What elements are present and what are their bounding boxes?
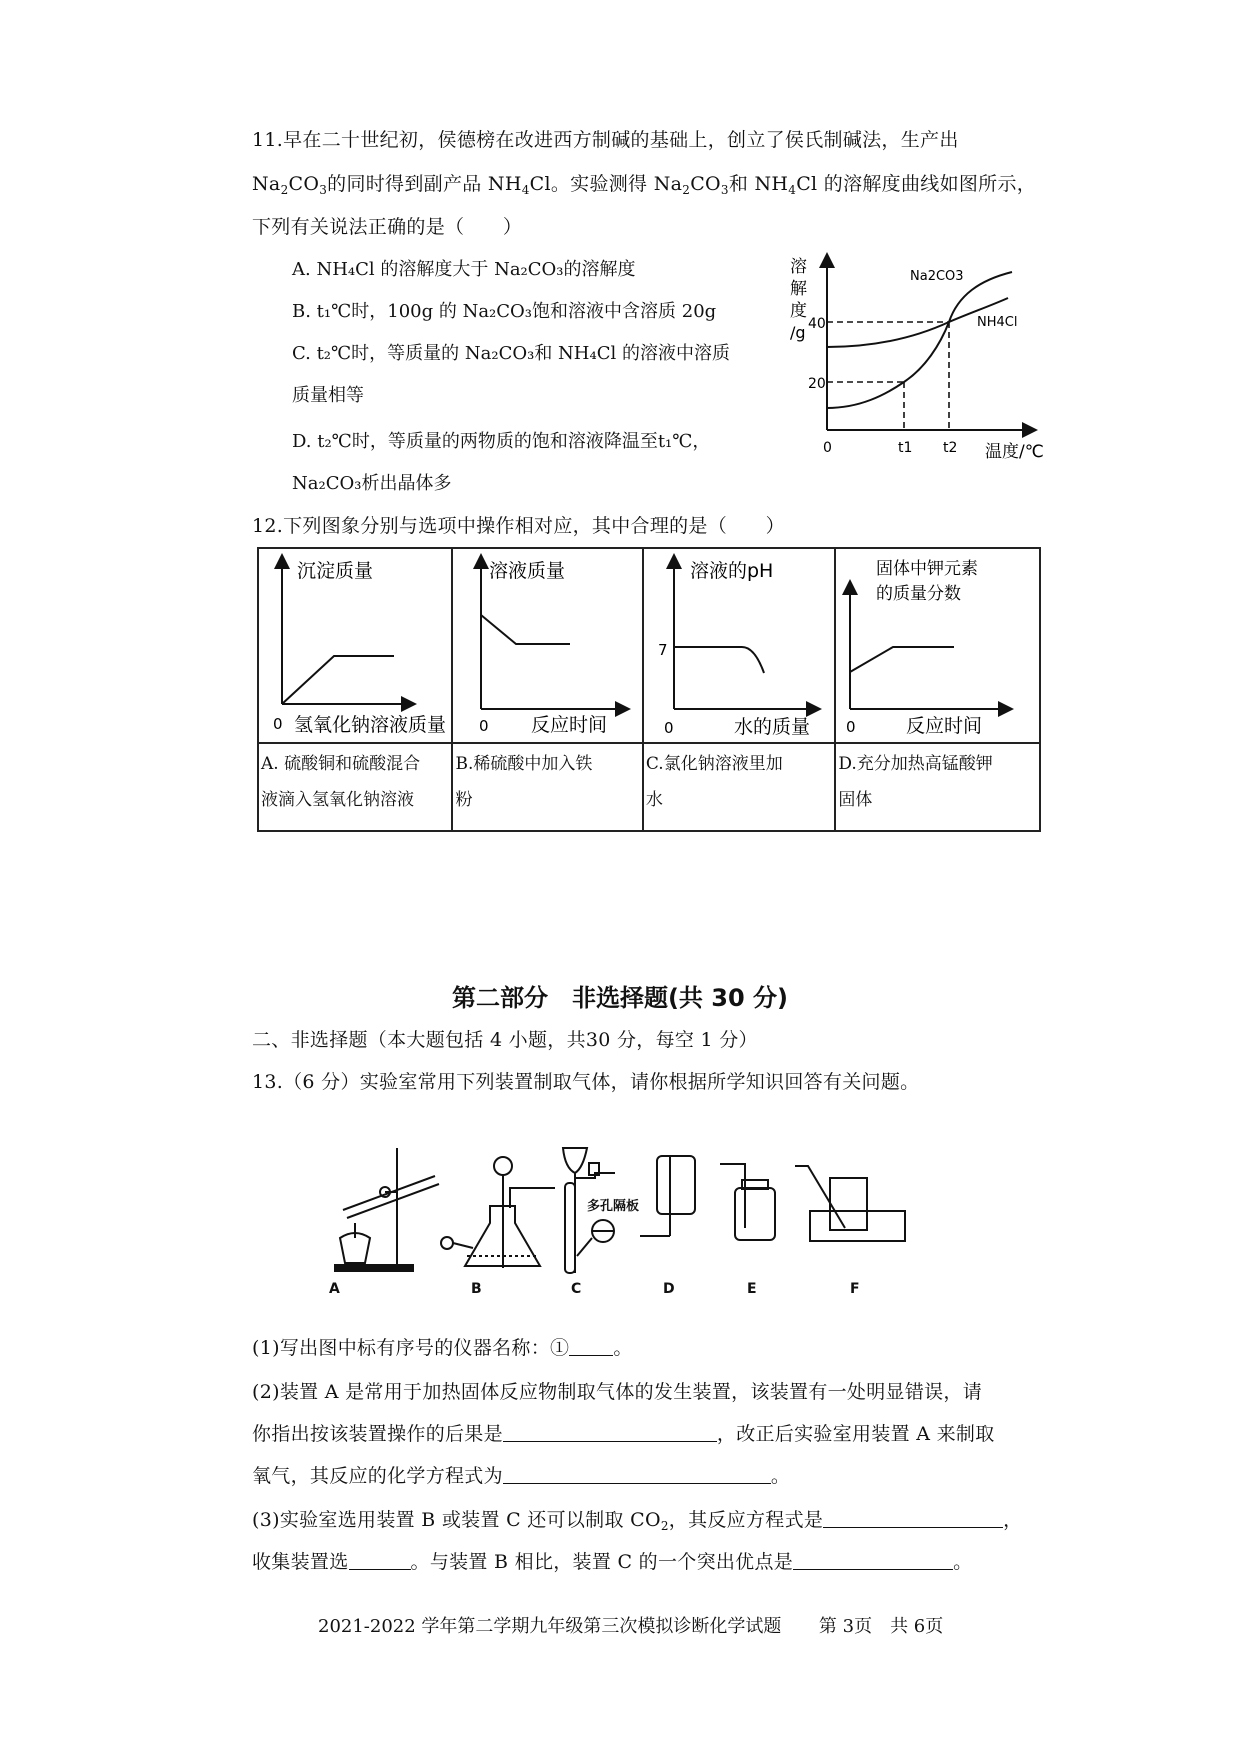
x-tick-t2: t2 <box>943 440 958 456</box>
q13-part1 <box>252 1334 633 1362</box>
answer-blank-1[interactable] <box>569 1337 613 1356</box>
y-tick-20: 20 <box>808 376 826 392</box>
x-axis-label: 温度/℃ <box>985 442 1044 462</box>
graph-d-origin: 0 <box>846 718 856 736</box>
q11-option-d-line2: Na₂CO₃析出晶体多 <box>292 473 452 494</box>
apparatus-label-c: C <box>571 1281 582 1297</box>
q13-part3-line2 <box>252 1548 972 1576</box>
apparatus-figure <box>325 1128 910 1303</box>
apparatus-b-icon <box>441 1157 555 1268</box>
page-footer <box>318 1612 943 1638</box>
q11-option-a: A. NH₄Cl 的溶解度大于 Na₂CO₃的溶解度 <box>292 259 636 280</box>
text: 你指出按该装置操作的后果是 <box>252 1423 503 1445</box>
text: 氧气，其反应的化学方程式为 <box>252 1465 503 1487</box>
text: 。 <box>613 1337 633 1359</box>
option-d-line2: 固体 <box>838 790 873 810</box>
q12-option-a[interactable] <box>258 743 452 831</box>
answer-blank-2[interactable] <box>503 1423 717 1442</box>
x-tick-t1: t1 <box>898 440 913 456</box>
q12-option-d[interactable] <box>835 743 1040 831</box>
graph-c-xlabel: 水的质量 <box>733 716 810 738</box>
graph-a-origin: 0 <box>273 715 283 733</box>
y-label-unit: /g <box>790 323 806 342</box>
graph-d-ylabel-line2: 的质量分数 <box>876 584 962 604</box>
text: 和 NH <box>728 173 789 195</box>
q11-option-c-line2: 质量相等 <box>292 385 364 406</box>
q12-option-c[interactable] <box>643 743 835 831</box>
q12-graph-d <box>835 548 1040 743</box>
apparatus-label-d: D <box>663 1281 675 1297</box>
text: 收集装置选 <box>252 1551 349 1573</box>
q11-stem-line3: 下列有关说法正确的是（ ） <box>252 216 523 238</box>
q13-part2-line3 <box>252 1462 790 1490</box>
q11-option-c-line1: C. t₂℃时，等质量的 Na₂CO₃和 NH₄Cl 的溶液中溶质 <box>292 343 730 364</box>
answer-blank-6[interactable] <box>793 1551 953 1570</box>
graph-b-xlabel: 反应时间 <box>531 714 608 736</box>
apparatus-d-icon <box>640 1156 695 1236</box>
q13-part2-line1: (2)装置 A 是常用于加热固体反应物制取气体的发生装置，该装置有一处明显错误，请 <box>252 1381 983 1403</box>
text: 。与装置 B 相比，装置 C 的一个突出优点是 <box>410 1551 794 1573</box>
text: CO <box>288 173 320 195</box>
graph-d-xlabel: 反应时间 <box>906 715 983 737</box>
graph-a-ylabel: 沉淀质量 <box>297 560 374 582</box>
option-a-line1: A. 硫酸铜和硫酸混合 <box>261 754 421 774</box>
text: CO <box>690 173 721 195</box>
y-label-char-1: 溶 <box>790 257 807 277</box>
part2-title: 第二部分 非选择题(共 30 分) <box>451 984 789 1012</box>
text: (1)写出图中标有序号的仪器名称：① <box>252 1337 570 1359</box>
option-b-line1: B.稀硫酸中加入铁 <box>455 754 593 774</box>
text: ，其反应方程式是 <box>668 1509 824 1531</box>
q12-graph-c <box>643 548 835 743</box>
graph-b-origin: 0 <box>479 717 490 735</box>
q11-stem-line1: 11.早在二十世纪初，侯德榜在改进西方制碱的基础上，创立了侯氏制碱法，生产出 <box>252 129 959 151</box>
apparatus-label-f: F <box>850 1281 860 1297</box>
q12-stem: 12.下列图象分别与选项中操作相对应，其中合理的是（ ） <box>252 515 785 537</box>
text: Cl。实验测得 Na <box>529 173 683 195</box>
apparatus-label-a: A <box>329 1281 340 1297</box>
option-a-line2: 液滴入氢氧化钠溶液 <box>261 790 414 810</box>
answer-blank-3[interactable] <box>503 1465 771 1484</box>
text: 的同时得到副产品 NH <box>327 173 522 195</box>
graph-d-ylabel-line1: 固体中钾元素 <box>876 559 979 579</box>
text: 。 <box>770 1465 791 1487</box>
q11-stem-line2: $Na_2CO_3$的同时得到副产品 $NH_4Cl$。实验测得 $Na_2CO_3$和 $NH_4Cl$ 的溶解度曲线如图所示， <box>252 173 1037 197</box>
graph-a-xlabel: 氢氧化钠溶液质量 <box>294 714 447 736</box>
apparatus-label-e: E <box>747 1281 757 1297</box>
graph-b-ylabel: 溶液质量 <box>489 560 566 582</box>
apparatus-a-icon <box>335 1148 439 1271</box>
q11-option-d-line1: D. t₂℃时，等质量的两物质的饱和溶液降温至t₁℃， <box>292 431 711 452</box>
y-tick-40: 40 <box>808 316 826 332</box>
q13-part2-line2 <box>252 1420 995 1448</box>
solubility-chart <box>790 250 1080 465</box>
text: ，改正后实验室用装置 A 来制取 <box>716 1423 995 1445</box>
text: 。 <box>953 1551 973 1573</box>
porous-plate-label: 多孔隔板 <box>587 1199 640 1214</box>
answer-blank-5[interactable] <box>349 1551 411 1570</box>
apparatus-label-b: B <box>471 1281 482 1297</box>
text: (3)实验室选用装置 B 或装置 C 还可以制取 CO <box>252 1509 661 1531</box>
series-label-nh4cl: NH4Cl <box>977 315 1018 330</box>
option-b-line2: 粉 <box>455 790 473 810</box>
option-d-line1: D.充分加热高锰酸钾 <box>838 754 993 774</box>
text: Cl 的溶解度曲线如图所示， <box>796 173 1037 195</box>
graph-c-ylabel: 溶液的pH <box>689 560 774 582</box>
q12-options-table <box>257 547 1041 832</box>
apparatus-e-icon <box>720 1164 775 1240</box>
part2-section-heading: 二、非选择题（本大题包括 4 小题，共30 分，每空 1 分） <box>252 1029 758 1051</box>
footer-title: 2021-2022 学年第二学期九年级第三次模拟诊断化学试题 <box>318 1616 782 1637</box>
page-number: 第 3页 共 6页 <box>818 1616 944 1637</box>
q12-option-b[interactable] <box>452 743 642 831</box>
y-label-char-3: 度 <box>790 301 807 321</box>
option-c-line1: C.氯化钠溶液里加 <box>645 754 783 774</box>
q12-graph-a <box>258 548 452 743</box>
q13-stem: 13.（6 分）实验室常用下列装置制取气体，请你根据所学知识回答有关问题。 <box>252 1071 920 1093</box>
q13-part3-line1: (3)实验室选用装置 B 或装置 C 还可以制取 $CO_2$，其反应方程式是 ， <box>252 1509 1023 1533</box>
option-c-line2: 水 <box>645 790 663 810</box>
y-label-char-2: 解 <box>790 279 807 299</box>
answer-blank-4[interactable] <box>823 1509 1003 1528</box>
q11-option-b: B. t₁℃时，100g 的 Na₂CO₃饱和溶液中含溶质 20g <box>292 301 717 322</box>
q12-graph-b <box>452 548 642 743</box>
x-tick-0: 0 <box>823 440 832 456</box>
graph-c-tick-7: 7 <box>657 641 668 659</box>
apparatus-f-icon <box>795 1166 905 1241</box>
text: ， <box>1003 1509 1023 1531</box>
text: Na <box>252 173 281 195</box>
series-label-na2co3: Na2CO3 <box>910 269 964 284</box>
graph-c-origin: 0 <box>663 719 674 737</box>
